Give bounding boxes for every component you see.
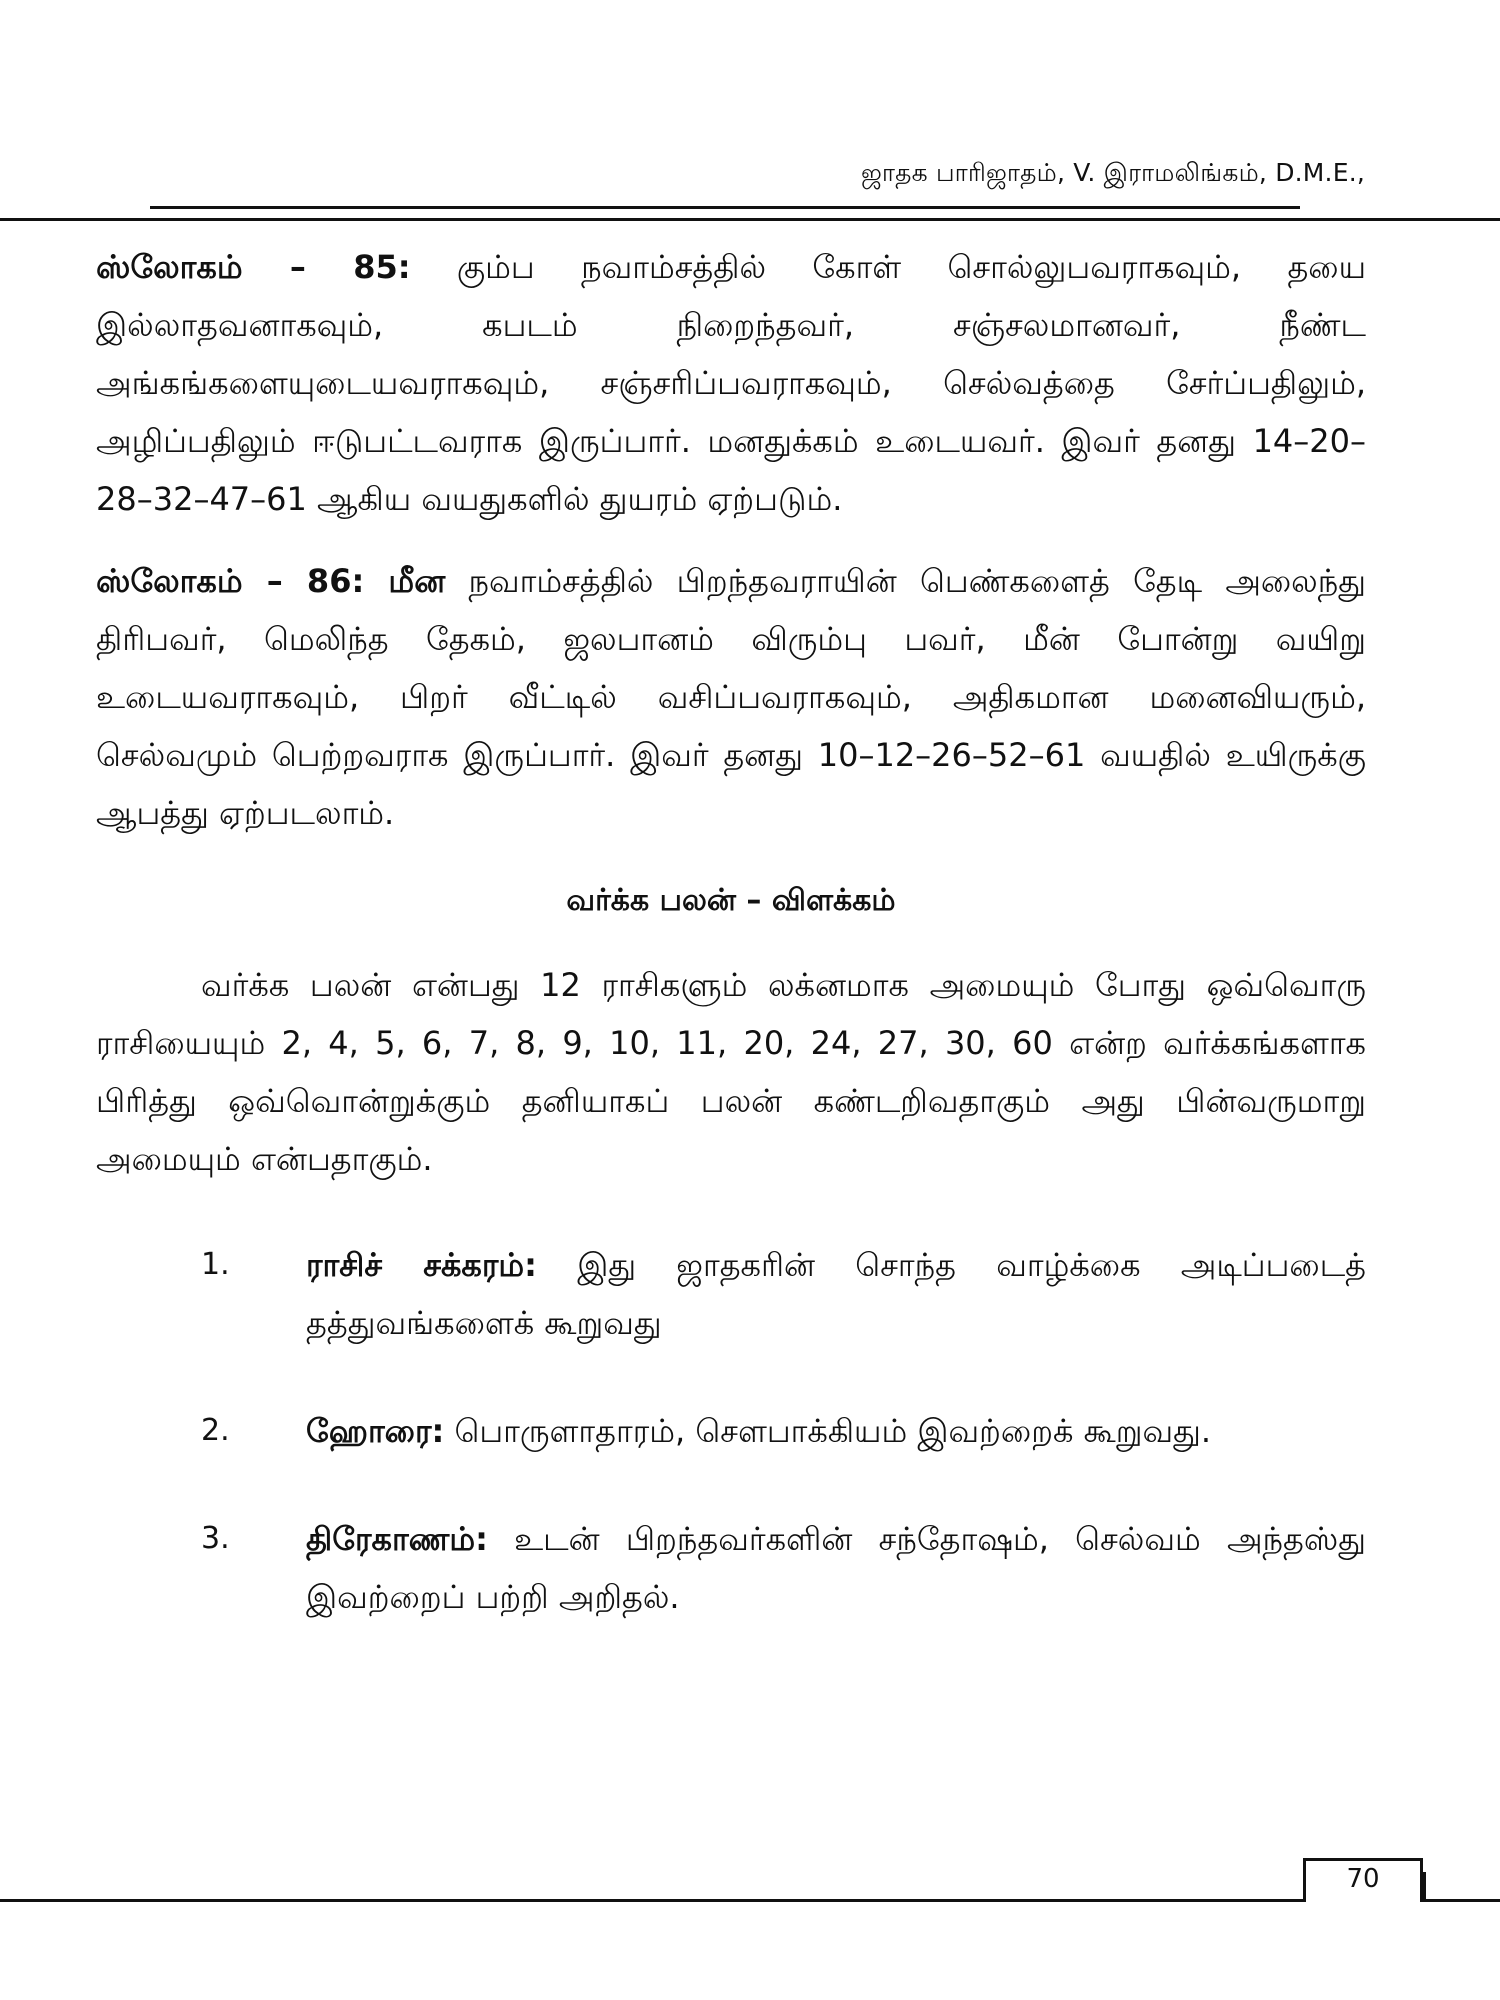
list-item [96,1402,1366,1460]
running-header: ஜாதக பாரிஜாதம், V. இராமலிங்கம், D.M.E., [861,158,1365,187]
list-item-term: ராசிச் சக்கரம்: [306,1246,537,1284]
list-item-number: 1. [201,1247,230,1282]
varga-list [96,1236,1366,1626]
sloka-85-text: கும்ப நவாம்சத்தில் கோள் சொல்லுபவராகவும், தயை இல்லாதவனாகவும், கபடம் நிறைந்தவர், சஞ்சலமானவர், நீண்ட அங்கங்களையுடையவராகவும், சஞ்சரிப்பவராகவும், செல்வத்தை சேர்ப்பதிலும், அழிப்பதிலும் ஈடுபட்டவராக இருப்பார். மனதுக்கம் உடையவர். இவர் தனது 14–20–28–32–47–61 ஆகிய வயதுகளில் துயரம் ஏற்படும். [96,248,1367,518]
list-item-body [306,1510,1366,1626]
list-item-body [306,1236,1366,1352]
sloka-86-paragraph [96,552,1366,842]
sloka-86-lead: ஸ்லோகம் – 86: மீன [96,562,446,600]
section-intro-paragraph: வர்க்க பலன் என்பது 12 ராசிகளும் லக்னமாக அமையும் போது ஒவ்வொரு ராசியையும் 2, 4, 5, 6, 7, 8, 9, 10, 11, 20, 24, 27, 30, 60 என்ற வர்க்கங்களாக பிரித்து ஒவ்வொன்றுக்கும் தனியாகப் பலன் கண்டறிவதாகும் அது பின்வருமாறு அமையும் என்பதாகும். [96,966,1366,1178]
header-rule-lower [0,218,1500,221]
page-number-box-tick [1423,1872,1426,1902]
page-body [96,238,1366,1676]
list-item-number: 3. [201,1521,230,1556]
section-heading: வர்க்க பலன் – விளக்கம் [566,883,896,918]
list-item-text: பொருளாதாரம், சௌபாக்கியம் இவற்றைக் கூறுவது. [444,1412,1212,1450]
list-item-term: திரேகாணம்: [306,1520,488,1558]
list-item-text: இது ஜாதகரின் சொந்த வாழ்க்கை அடிப்படைத் தத்துவங்களைக் கூறுவது [306,1246,1367,1342]
list-item [96,1236,1366,1352]
footer-rule [0,1899,1500,1902]
list-item-term: ஹோரை: [306,1412,445,1450]
list-item-body [306,1402,1366,1460]
sloka-85-paragraph [96,238,1366,528]
header-rule-upper [150,206,1300,209]
list-item-text: உடன் பிறந்தவர்களின் சந்தோஷம், செல்வம் அந்தஸ்து இவற்றைப் பற்றி அறிதல். [306,1520,1366,1616]
sloka-86-text: நவாம்சத்தில் பிறந்தவராயின் பெண்களைத் தேடி அலைந்து திரிபவர், மெலிந்த தேகம், ஜலபானம் விரும்பு பவர், மீன் போன்று வயிறு உடையவராகவும், பிறர் வீட்டில் வசிப்பவராகவும், அதிகமான மனைவியரும், செல்வமும் பெற்றவராக இருப்பார். இவர் தனது 10–12–26–52–61 வயதில் உயிருக்கு ஆபத்து ஏற்படலாம். [96,562,1367,832]
list-item [96,1510,1366,1626]
sloka-85-lead: ஸ்லோகம் – 85: [96,248,411,286]
list-item-number: 2. [201,1413,230,1448]
page-number: 70 [1346,1864,1380,1894]
